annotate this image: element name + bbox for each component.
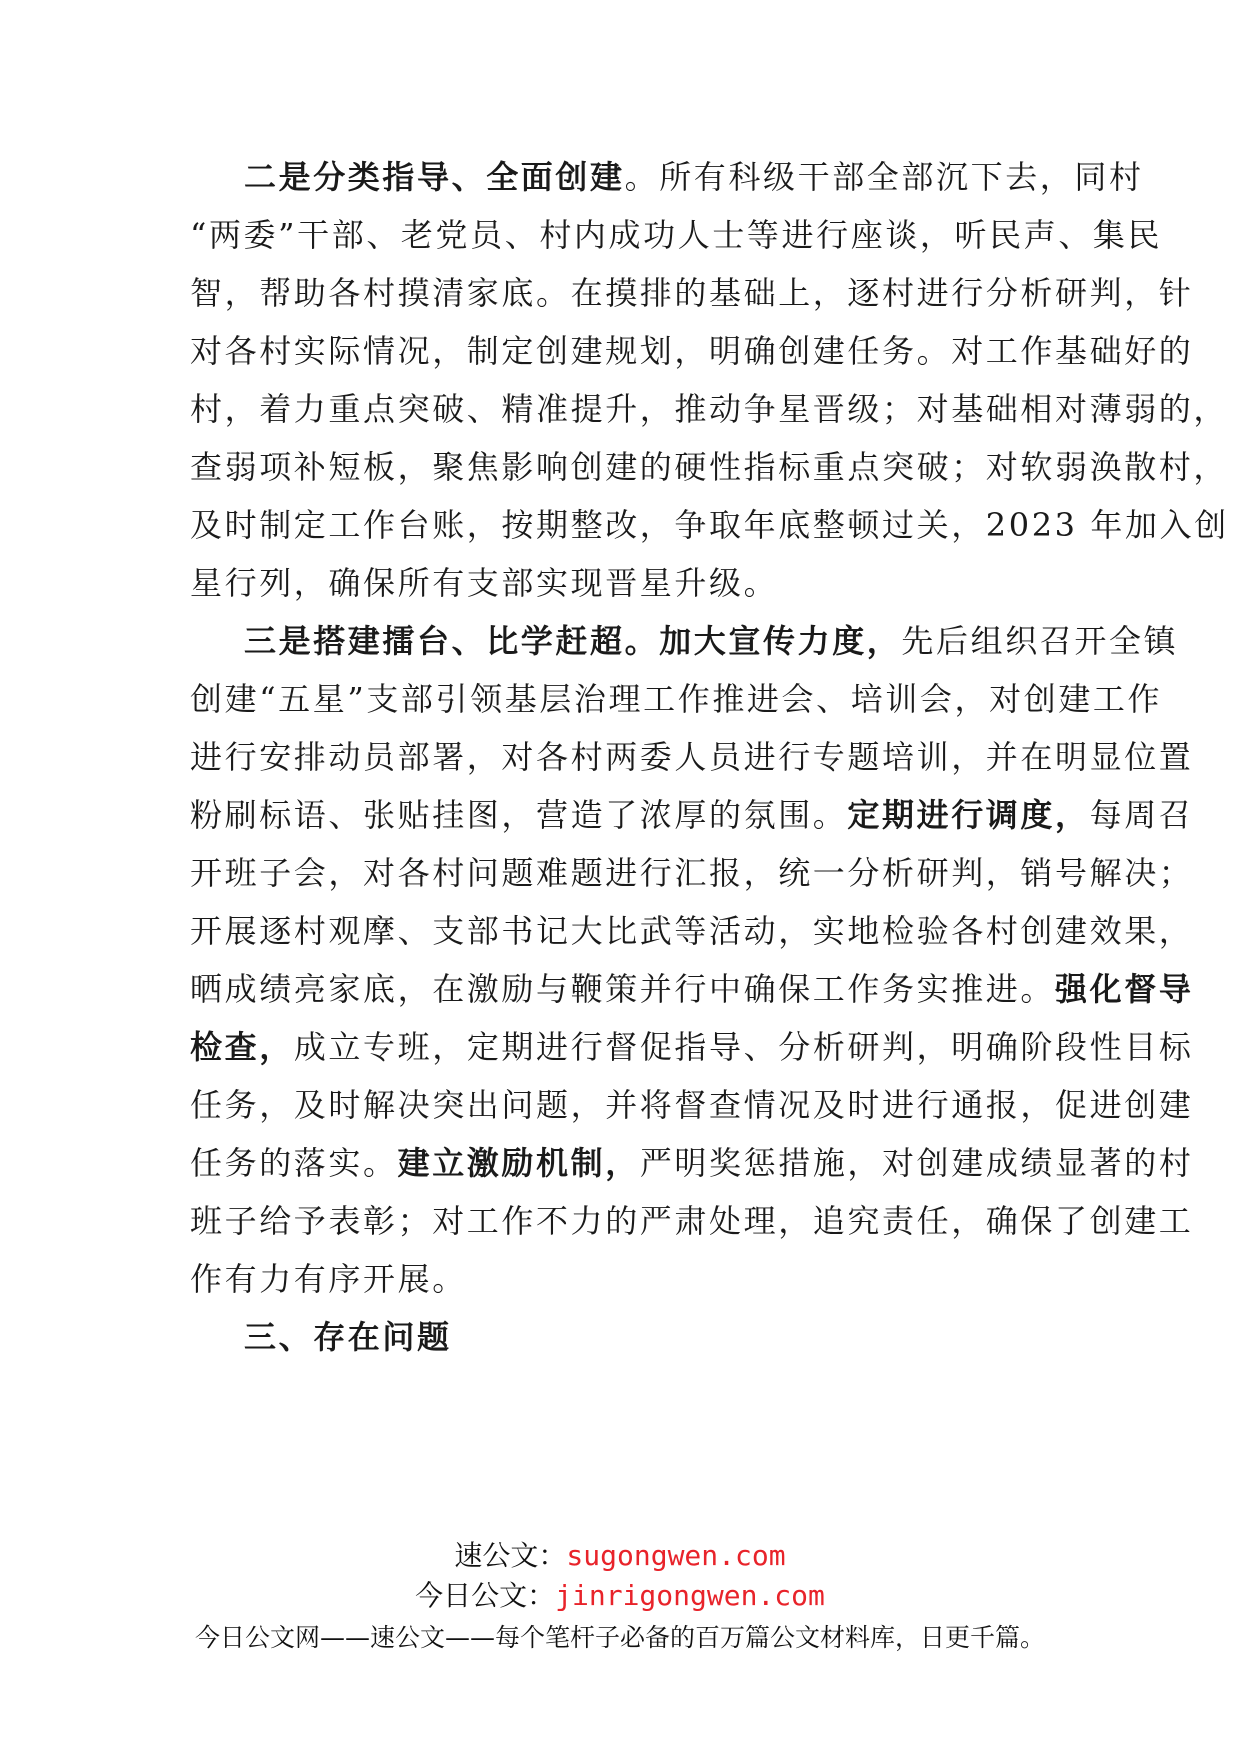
para2-line-5: 村，着力重点突破、精准提升，推动争星晋级；对基础相对薄弱的，: [190, 390, 1229, 428]
para3-lead-bold: 三是搭建擂台、比学赶超。加大宣传力度，: [244, 622, 902, 660]
footer-label-1: 速公文：: [454, 1539, 567, 1572]
para2-line-2: “两委”干部、老党员、村内成功人士等进行座谈，听民声、集民: [190, 216, 1163, 254]
para3-line-6: 开展逐村观摩、支部书记大比武等活动，实地检验各村创建效果，: [190, 912, 1194, 950]
para2-line-4: 对各村实际情况，制定创建规划，明确创建任务。对工作基础好的: [190, 332, 1194, 370]
para3-bold-dispatch: 定期进行调度，: [847, 796, 1090, 834]
para3-bold-incentive: 建立激励机制，: [397, 1144, 640, 1182]
para3-line-8: 检查，成立专班，定期进行督促指导、分析研判，明确阶段性目标: [190, 1028, 1194, 1066]
para3-line-5: 开班子会，对各村问题难题进行汇报，统一分析研判，销号解决；: [190, 854, 1194, 892]
para3-line-11: 班子给予表彰；对工作不力的严肃处理，追究责任，确保了创建工: [190, 1202, 1194, 1240]
para3-line-10: 任务的落实。建立激励机制，严明奖惩措施，对创建成绩显著的村: [190, 1144, 1194, 1182]
para3-bold-check: 检查，: [190, 1028, 294, 1066]
para3-line-2: 创建“五星”支部引领基层治理工作推进会、培训会，对创建工作: [190, 680, 1163, 718]
para2-line-7: 及时制定工作台账，按期整改，争取年底整顿过关，2023 年加入创: [190, 506, 1229, 544]
para3-line-4: 粉刷标语、张贴挂图，营造了浓厚的氛围。定期进行调度，每周召: [190, 796, 1194, 834]
footer-url-sugongwen[interactable]: sugongwen.com: [566, 1539, 786, 1572]
para2-line-6: 查弱项补短板，聚焦影响创建的硬性指标重点突破；对软弱涣散村，: [190, 448, 1229, 486]
para3-line-9: 任务，及时解决突出问题，并将督查情况及时进行通报，促进创建: [190, 1086, 1194, 1124]
para3-bold-supervision: 强化督导: [1055, 970, 1194, 1008]
footer-line-sugongwen: [0, 1536, 1240, 1576]
para2-line-3: 智，帮助各村摸清家底。在摸排的基础上，逐村进行分析研判，针: [190, 274, 1194, 312]
section-heading: 三、存在问题: [244, 1318, 452, 1356]
footer-line-jinrigongwen: [0, 1576, 1240, 1616]
footer-label-2: 今日公文：: [415, 1579, 556, 1612]
para2-line-8: 星行列，确保所有支部实现晋星升级。: [190, 564, 779, 602]
para3-line-12: 作有力有序开展。: [190, 1260, 467, 1298]
para2-line-1: 二是分类指导、全面创建。所有科级干部全部沉下去，同村: [244, 158, 1144, 196]
para3-line-3: 进行安排动员部署，对各村两委人员进行专题培训，并在明显位置: [190, 738, 1194, 776]
para2-lead-bold: 二是分类指导、全面创建: [244, 158, 625, 196]
footer-url-jinrigongwen[interactable]: jinrigongwen.com: [555, 1579, 825, 1612]
footer-tagline: 今日公文网——速公文——每个笔杆子必备的百万篇公文材料库，日更千篇。: [194, 1623, 1045, 1652]
para3-line-1: 三是搭建擂台、比学赶超。加大宣传力度，先后组织召开全镇: [244, 622, 1179, 660]
para3-line-7: 晒成绩亮家底，在激励与鞭策并行中确保工作务实推进。强化督导: [190, 970, 1194, 1008]
